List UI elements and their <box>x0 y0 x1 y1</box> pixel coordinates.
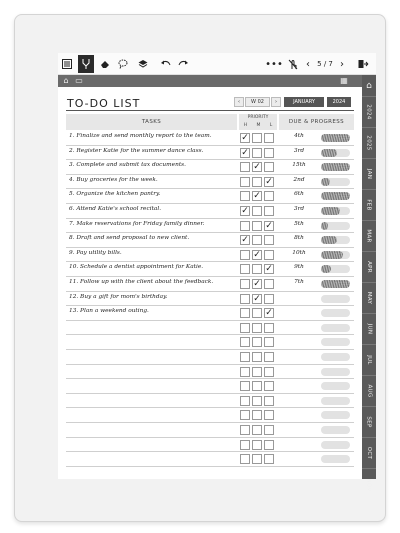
priority-l-label: L <box>269 123 273 128</box>
progress-bar[interactable] <box>321 222 350 230</box>
priority-m-label: M <box>256 123 261 128</box>
priority-m-checkbox[interactable]: ✓ <box>253 249 261 260</box>
priority-l-checkbox[interactable] <box>264 367 274 377</box>
task-row[interactable] <box>66 277 354 292</box>
priority-l-checkbox[interactable] <box>264 133 274 143</box>
priority-label: PRIORITY <box>247 115 269 120</box>
priority-l-checkbox[interactable] <box>264 381 274 391</box>
priority-h-checkbox[interactable] <box>240 279 250 289</box>
side-tab-jul[interactable]: JUL <box>362 345 376 376</box>
priority-h-checkbox[interactable] <box>240 323 250 333</box>
title-divider <box>66 110 354 111</box>
progress-fill <box>321 134 350 142</box>
task-row[interactable] <box>66 438 354 453</box>
task-text[interactable]: 6. Attend Katie's school recital. <box>69 206 162 212</box>
priority-l-checkbox[interactable] <box>264 250 274 260</box>
side-tab-oct[interactable]: OCT <box>362 438 376 469</box>
task-text[interactable]: 12. Buy a gift for mom's birthday. <box>69 293 168 300</box>
task-row[interactable] <box>66 160 354 175</box>
priority-m-checkbox[interactable] <box>252 454 262 464</box>
task-text[interactable]: 10. Schedule a dentist appointment for Katie. <box>69 264 204 271</box>
due-date[interactable]: 2nd <box>293 176 305 183</box>
progress-fill <box>321 149 337 157</box>
side-tab-nov[interactable]: NOV <box>365 477 372 492</box>
due-date[interactable]: 8th <box>294 235 304 242</box>
page-header-bar <box>58 75 362 87</box>
due-date[interactable]: 3rd <box>293 206 305 212</box>
task-row[interactable] <box>66 233 354 248</box>
week-label[interactable]: W 02 <box>245 97 270 107</box>
priority-h-checkbox[interactable] <box>240 396 250 406</box>
due-date[interactable]: 3rd <box>293 147 305 154</box>
priority-m-checkbox[interactable] <box>252 206 262 216</box>
priority-m-checkbox[interactable] <box>252 177 262 187</box>
priority-m-checkbox[interactable] <box>252 440 262 450</box>
priority-column-header <box>239 114 277 130</box>
priority-m-checkbox[interactable]: ✓ <box>253 279 261 289</box>
month-label[interactable]: JANUARY <box>284 97 324 107</box>
priority-l-checkbox[interactable] <box>264 206 274 216</box>
priority-m-checkbox[interactable] <box>252 352 262 362</box>
progress-bar[interactable] <box>321 280 350 288</box>
due-date[interactable]: 9th <box>294 264 304 271</box>
tablet-device <box>14 14 386 522</box>
exit-icon[interactable] <box>356 55 370 73</box>
priority-h-checkbox[interactable]: ✓ <box>241 133 249 143</box>
priority-h-checkbox[interactable] <box>240 440 250 450</box>
next-week-icon[interactable]: › <box>271 97 281 107</box>
priority-m-checkbox[interactable] <box>252 148 262 158</box>
prev-page-icon[interactable]: ‹ <box>306 58 310 70</box>
priority-m-checkbox[interactable] <box>252 264 262 274</box>
side-tab-aug[interactable]: AUG <box>362 376 376 407</box>
side-tab-may[interactable]: MAY <box>362 283 376 314</box>
progress-bar[interactable] <box>321 163 350 171</box>
priority-l-checkbox[interactable] <box>264 279 274 289</box>
progress-fill <box>321 163 350 171</box>
task-text[interactable]: 3. Complete and submit tax documents. <box>69 162 186 169</box>
priority-h-checkbox[interactable] <box>240 308 250 318</box>
task-row[interactable] <box>66 379 354 394</box>
pen-icon[interactable] <box>78 55 94 73</box>
task-row[interactable] <box>66 306 354 321</box>
document-icon[interactable]: ▭ <box>75 76 83 85</box>
priority-m-checkbox[interactable] <box>252 337 262 347</box>
priority-h-checkbox[interactable] <box>240 162 250 172</box>
touch-icon[interactable] <box>286 55 300 73</box>
priority-h-checkbox[interactable] <box>240 410 250 420</box>
task-row[interactable] <box>66 189 354 204</box>
progress-bar[interactable] <box>321 382 350 390</box>
page-title: TO-DO LIST <box>67 97 141 110</box>
progress-fill <box>321 207 340 215</box>
progress-bar[interactable] <box>321 338 350 346</box>
priority-l-checkbox[interactable]: ✓ <box>265 220 273 231</box>
task-row[interactable] <box>66 292 354 307</box>
task-row[interactable] <box>66 131 354 146</box>
task-text[interactable]: 4. Buy groceries for the week. <box>69 176 158 183</box>
priority-m-checkbox[interactable] <box>252 235 262 245</box>
side-tab-apr[interactable]: APR <box>362 252 376 283</box>
due-date[interactable]: 4th <box>294 133 304 139</box>
priority-l-checkbox[interactable] <box>264 235 274 245</box>
side-tab-jun[interactable]: JUN <box>362 314 376 345</box>
progress-bar[interactable] <box>321 192 350 200</box>
priority-h-checkbox[interactable] <box>240 221 250 231</box>
progress-bar[interactable] <box>321 441 350 449</box>
progress-bar[interactable] <box>321 324 350 332</box>
progress-bar[interactable] <box>321 397 350 405</box>
task-row[interactable] <box>66 204 354 219</box>
task-text[interactable]: 5. Organize the kitchen pantry. <box>69 191 161 198</box>
progress-bar[interactable] <box>321 426 350 434</box>
progress-bar[interactable] <box>321 251 350 259</box>
progress-bar[interactable] <box>321 368 350 376</box>
progress-fill <box>321 251 343 259</box>
task-row[interactable] <box>66 335 354 350</box>
priority-m-checkbox[interactable] <box>252 367 262 377</box>
task-row[interactable] <box>66 321 354 336</box>
side-tab-sep[interactable]: SEP <box>362 407 376 438</box>
priority-l-checkbox[interactable]: ✓ <box>265 308 273 319</box>
priority-m-checkbox[interactable] <box>252 221 262 231</box>
priority-l-checkbox[interactable] <box>264 294 274 304</box>
priority-m-checkbox[interactable]: ✓ <box>253 162 261 173</box>
task-text[interactable]: 13. Plan a weekend outing. <box>69 308 149 315</box>
progress-fill <box>321 222 328 230</box>
page-indicator: 5 / 7 <box>317 60 333 68</box>
year-label[interactable]: 2024 <box>327 97 351 107</box>
screen <box>58 53 376 492</box>
priority-l-checkbox[interactable]: ✓ <box>265 176 273 187</box>
progress-bar[interactable] <box>321 353 350 361</box>
task-row[interactable] <box>66 175 354 190</box>
priority-l-checkbox[interactable] <box>264 454 274 464</box>
priority-h-checkbox[interactable]: ✓ <box>241 235 249 246</box>
side-tab-feb[interactable]: FEB <box>362 190 376 221</box>
progress-fill <box>321 192 350 200</box>
priority-l-checkbox[interactable] <box>264 410 274 420</box>
next-page-icon[interactable]: › <box>340 58 344 70</box>
priority-l-checkbox[interactable] <box>264 162 274 172</box>
due-date[interactable]: 6th <box>294 191 304 198</box>
task-text[interactable]: 9. Pay utility bills. <box>69 249 122 256</box>
priority-m-checkbox[interactable] <box>252 381 262 391</box>
task-row[interactable] <box>66 394 354 409</box>
priority-m-checkbox[interactable] <box>252 133 262 143</box>
side-tab-2025[interactable]: 2025 <box>362 128 376 159</box>
task-row[interactable] <box>66 219 354 234</box>
progress-fill <box>321 178 330 186</box>
progress-bar[interactable] <box>321 207 350 215</box>
priority-h-checkbox[interactable] <box>240 425 250 435</box>
priority-h-checkbox[interactable] <box>240 352 250 362</box>
priority-m-checkbox[interactable] <box>252 410 262 420</box>
task-row[interactable] <box>66 423 354 438</box>
redo-icon[interactable] <box>176 55 190 73</box>
progress-bar[interactable] <box>321 178 350 186</box>
progress-bar[interactable] <box>321 134 350 142</box>
task-row[interactable] <box>66 248 354 263</box>
progress-bar[interactable] <box>321 265 350 273</box>
progress-bar[interactable] <box>321 149 350 157</box>
priority-h-checkbox[interactable] <box>240 177 250 187</box>
home-tab-icon[interactable]: ⌂ <box>362 75 376 97</box>
task-text[interactable]: 11. Follow up with the client about the feedback. <box>69 279 214 285</box>
priority-l-checkbox[interactable] <box>264 337 274 347</box>
task-text[interactable]: 8. Draft and send proposal to new client. <box>69 235 190 242</box>
priority-h-checkbox[interactable] <box>240 264 250 274</box>
priority-l-checkbox[interactable] <box>264 440 274 450</box>
task-text[interactable]: 7. Make reservations for Friday family dinner. <box>69 220 205 227</box>
priority-l-checkbox[interactable] <box>264 323 274 333</box>
progress-bar[interactable] <box>321 455 350 463</box>
task-text[interactable]: 2. Register Katie for the summer dance class. <box>69 147 204 154</box>
undo-icon[interactable] <box>158 55 172 73</box>
grid-icon[interactable]: ▦ <box>340 76 348 85</box>
due-date[interactable]: 5th <box>294 220 304 227</box>
priority-l-checkbox[interactable]: ✓ <box>265 264 273 275</box>
progress-bar[interactable] <box>321 295 350 303</box>
progress-bar[interactable] <box>321 236 350 244</box>
priority-h-checkbox[interactable] <box>240 294 250 304</box>
priority-m-checkbox[interactable] <box>252 323 262 333</box>
task-row[interactable] <box>66 452 354 467</box>
progress-fill <box>321 280 350 288</box>
priority-l-checkbox[interactable] <box>264 148 274 158</box>
progress-bar[interactable] <box>321 309 350 317</box>
task-text[interactable]: 1. Finalize and send monthly report to the team. <box>69 133 212 139</box>
month-tabs <box>362 75 376 492</box>
todo-page <box>58 87 362 479</box>
priority-l-checkbox[interactable] <box>264 191 274 201</box>
priority-h-checkbox[interactable]: ✓ <box>241 206 249 216</box>
progress-bar[interactable] <box>321 411 350 419</box>
due-date[interactable]: 15th <box>292 162 306 169</box>
lasso-icon[interactable] <box>116 55 130 73</box>
side-tab-jan[interactable]: JAN <box>362 159 376 190</box>
priority-l-checkbox[interactable] <box>264 352 274 362</box>
priority-m-checkbox[interactable]: ✓ <box>253 293 261 304</box>
priority-h-checkbox[interactable] <box>240 337 250 347</box>
sidebar-icon[interactable] <box>60 55 74 73</box>
due-progress-column-header: DUE & PROGRESS <box>279 114 354 130</box>
priority-h-label: H <box>243 123 248 128</box>
priority-m-checkbox[interactable]: ✓ <box>253 191 261 202</box>
toolbar <box>58 53 376 75</box>
progress-fill <box>321 236 337 244</box>
priority-h-checkbox[interactable] <box>240 381 250 391</box>
layers-icon[interactable] <box>136 55 150 73</box>
priority-h-checkbox[interactable] <box>240 191 250 201</box>
side-tab-2024[interactable]: 2024 <box>362 97 376 128</box>
priority-l-checkbox[interactable] <box>264 425 274 435</box>
priority-h-checkbox[interactable]: ✓ <box>241 147 249 158</box>
task-row[interactable] <box>66 408 354 423</box>
priority-m-checkbox[interactable] <box>252 308 262 318</box>
task-row[interactable] <box>66 146 354 161</box>
eraser-icon[interactable] <box>98 55 112 73</box>
tasks-column-header: TASKS <box>66 114 237 130</box>
more-icon[interactable]: ••• <box>265 58 283 70</box>
priority-h-checkbox[interactable] <box>240 367 250 377</box>
task-row[interactable] <box>66 365 354 380</box>
priority-l-checkbox[interactable] <box>264 396 274 406</box>
priority-m-checkbox[interactable] <box>252 425 262 435</box>
priority-h-checkbox[interactable] <box>240 250 250 260</box>
due-date[interactable]: 10th <box>292 249 306 256</box>
task-row[interactable] <box>66 350 354 365</box>
progress-fill <box>321 265 331 273</box>
due-date[interactable]: 7th <box>294 279 304 285</box>
priority-h-checkbox[interactable] <box>240 454 250 464</box>
priority-m-checkbox[interactable] <box>252 396 262 406</box>
prev-week-icon[interactable]: ‹ <box>234 97 244 107</box>
side-tab-mar[interactable]: MAR <box>362 221 376 252</box>
task-row[interactable] <box>66 262 354 277</box>
home-icon[interactable]: ⌂ <box>63 76 69 85</box>
